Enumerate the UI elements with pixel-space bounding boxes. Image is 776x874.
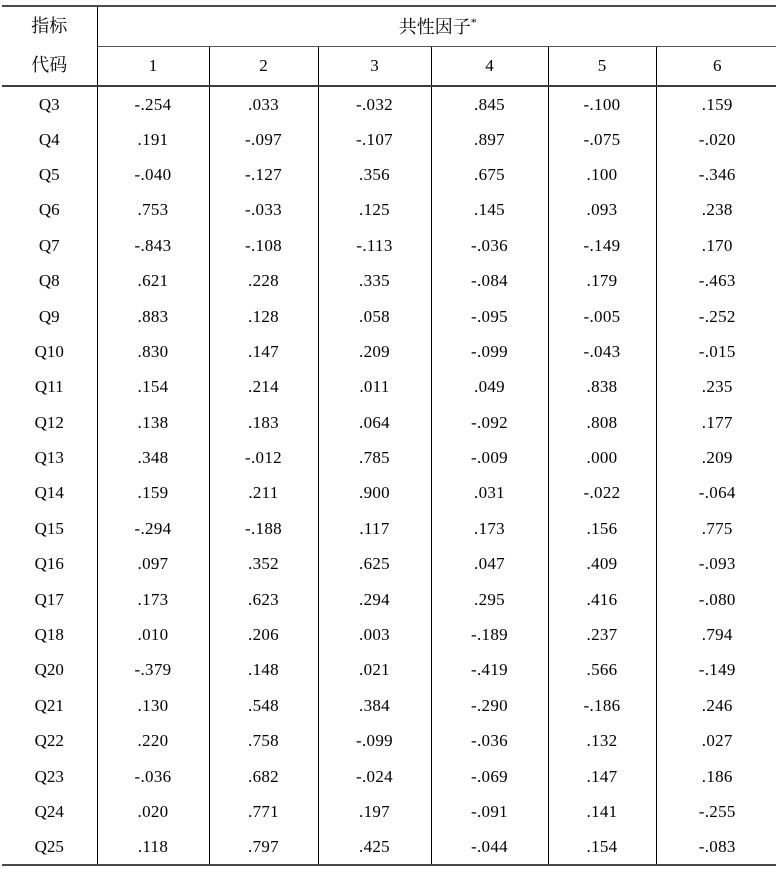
factor-loading-table — [2, 5, 776, 866]
loading-value-cell: .235 — [656, 369, 776, 404]
loading-value-cell: .348 — [97, 440, 209, 475]
table-row — [2, 440, 776, 475]
loading-value-cell: .179 — [548, 263, 656, 298]
loading-value-cell: .033 — [209, 86, 318, 121]
loading-value-cell: -.294 — [97, 511, 209, 546]
table-row — [2, 511, 776, 546]
indicator-code-header — [2, 6, 97, 86]
loading-value-cell: -.099 — [318, 723, 431, 758]
loading-value-cell: .027 — [656, 723, 776, 758]
loading-value-cell: .295 — [431, 581, 548, 616]
row-code-cell: Q5 — [38, 164, 60, 184]
loading-value-cell: .220 — [97, 723, 209, 758]
loading-value-cell: .177 — [656, 405, 776, 440]
loading-value-cell: .021 — [318, 652, 431, 687]
loading-value-cell: -.075 — [548, 121, 656, 156]
loading-value-cell: .797 — [209, 829, 318, 864]
loading-value-cell: -.033 — [209, 192, 318, 227]
loading-value-cell: .206 — [209, 617, 318, 652]
loading-value-cell: .147 — [209, 334, 318, 369]
loading-value-cell: -.099 — [431, 334, 548, 369]
loading-value-cell: -.186 — [548, 688, 656, 723]
loading-value-cell: .183 — [209, 405, 318, 440]
indicator-code-header-line1: 指标 — [31, 16, 68, 36]
loading-value-cell: .130 — [97, 688, 209, 723]
loading-value-cell: .047 — [431, 546, 548, 581]
loading-value-cell: -.043 — [548, 334, 656, 369]
loading-value-cell: -.843 — [97, 228, 209, 263]
loading-value-cell: .020 — [97, 794, 209, 829]
loading-value-cell: -.005 — [548, 298, 656, 333]
loading-value-cell: .356 — [318, 157, 431, 192]
row-code-cell: Q23 — [34, 766, 64, 786]
loading-value-cell: .156 — [548, 511, 656, 546]
loading-value-cell: .625 — [318, 546, 431, 581]
table-row — [2, 405, 776, 440]
loading-value-cell: -.346 — [656, 157, 776, 192]
loading-value-cell: .808 — [548, 405, 656, 440]
loading-value-cell: .118 — [97, 829, 209, 864]
loading-value-cell: -.040 — [97, 157, 209, 192]
loading-value-cell: .209 — [318, 334, 431, 369]
loading-value-cell: .794 — [656, 617, 776, 652]
loading-value-cell: .058 — [318, 298, 431, 333]
loading-value-cell: .209 — [656, 440, 776, 475]
row-code-cell: Q11 — [34, 377, 64, 397]
loading-value-cell: .173 — [431, 511, 548, 546]
row-code-cell: Q12 — [34, 412, 64, 432]
loading-value-cell: -.113 — [318, 228, 431, 263]
loading-value-cell: .838 — [548, 369, 656, 404]
loading-value-cell: .159 — [97, 475, 209, 510]
loading-value-cell: .064 — [318, 405, 431, 440]
table-row — [2, 369, 776, 404]
loading-value-cell: -.255 — [656, 794, 776, 829]
table-row — [2, 192, 776, 227]
loading-value-cell: .771 — [209, 794, 318, 829]
loading-value-cell: .154 — [548, 829, 656, 864]
loading-value-cell: .897 — [431, 121, 548, 156]
row-code-cell: Q8 — [38, 271, 60, 291]
factor-column-header: 6 — [656, 46, 776, 86]
loading-value-cell: -.091 — [431, 794, 548, 829]
loading-value-cell: .621 — [97, 263, 209, 298]
loading-value-cell: .154 — [97, 369, 209, 404]
loading-value-cell: .352 — [209, 546, 318, 581]
loading-value-cell: -.127 — [209, 157, 318, 192]
loading-value-cell: .214 — [209, 369, 318, 404]
loading-value-cell: .753 — [97, 192, 209, 227]
row-code-cell: Q15 — [34, 518, 64, 538]
loading-value-cell: -.036 — [431, 723, 548, 758]
loading-value-cell: -.032 — [318, 86, 431, 121]
table-row — [2, 298, 776, 333]
loading-value-cell: .147 — [548, 758, 656, 793]
table-row — [2, 617, 776, 652]
loading-value-cell: .228 — [209, 263, 318, 298]
row-code-cell: Q16 — [34, 554, 64, 574]
loading-value-cell: .159 — [656, 86, 776, 121]
loading-value-cell: -.463 — [656, 263, 776, 298]
loading-value-cell: .682 — [209, 758, 318, 793]
loading-value-cell: -.419 — [431, 652, 548, 687]
row-code-cell: Q18 — [34, 625, 64, 645]
table-row — [2, 758, 776, 793]
loading-value-cell: -.012 — [209, 440, 318, 475]
factor-column-header: 2 — [209, 46, 318, 86]
loading-value-cell: -.149 — [656, 652, 776, 687]
loading-value-cell: -.095 — [431, 298, 548, 333]
factor-header-row — [2, 46, 776, 86]
row-code-cell: Q7 — [38, 235, 60, 255]
table-row — [2, 723, 776, 758]
row-code-cell: Q6 — [38, 200, 60, 220]
table-row — [2, 652, 776, 687]
table-row — [2, 581, 776, 616]
loading-value-cell: -.084 — [431, 263, 548, 298]
row-code-cell: Q10 — [34, 341, 64, 361]
loading-value-cell: -.024 — [318, 758, 431, 793]
loading-value-cell: .211 — [209, 475, 318, 510]
factor-column-header: 4 — [431, 46, 548, 86]
common-factor-header — [97, 6, 776, 46]
table-row — [2, 546, 776, 581]
loading-value-cell: .003 — [318, 617, 431, 652]
loading-value-cell: .758 — [209, 723, 318, 758]
table-header — [2, 6, 776, 86]
loading-value-cell: .566 — [548, 652, 656, 687]
loading-value-cell: -.252 — [656, 298, 776, 333]
table-row — [2, 263, 776, 298]
loading-value-cell: .138 — [97, 405, 209, 440]
loading-value-cell: -.069 — [431, 758, 548, 793]
loading-value-cell: -.100 — [548, 86, 656, 121]
loading-value-cell: .335 — [318, 263, 431, 298]
row-code-cell: Q17 — [34, 589, 64, 609]
loading-value-cell: -.092 — [431, 405, 548, 440]
loading-value-cell: .093 — [548, 192, 656, 227]
loading-value-cell: .623 — [209, 581, 318, 616]
loading-value-cell: -.188 — [209, 511, 318, 546]
loading-value-cell: .294 — [318, 581, 431, 616]
row-code-cell: Q14 — [34, 483, 64, 503]
row-code-cell: Q20 — [34, 660, 64, 680]
loading-value-cell: .384 — [318, 688, 431, 723]
row-code-cell: Q3 — [38, 94, 60, 114]
loading-value-cell: .031 — [431, 475, 548, 510]
loading-value-cell: -.379 — [97, 652, 209, 687]
loading-value-cell: -.015 — [656, 334, 776, 369]
loading-value-cell: .409 — [548, 546, 656, 581]
loading-value-cell: -.093 — [656, 546, 776, 581]
table-row — [2, 228, 776, 263]
row-code-cell: Q4 — [38, 129, 60, 149]
row-code-cell: Q13 — [34, 448, 64, 468]
loading-value-cell: .173 — [97, 581, 209, 616]
loading-value-cell: .191 — [97, 121, 209, 156]
row-code-cell: Q9 — [38, 306, 60, 326]
row-code-cell: Q25 — [34, 836, 64, 856]
loading-value-cell: .238 — [656, 192, 776, 227]
loading-value-cell: .845 — [431, 86, 548, 121]
loading-value-cell: .775 — [656, 511, 776, 546]
loading-value-cell: -.009 — [431, 440, 548, 475]
loading-value-cell: -.044 — [431, 829, 548, 864]
span-header-row — [2, 6, 776, 46]
loading-value-cell: .170 — [656, 228, 776, 263]
table-row — [2, 157, 776, 192]
loading-value-cell: .675 — [431, 157, 548, 192]
table-row — [2, 121, 776, 156]
factor-column-header: 1 — [97, 46, 209, 86]
loading-value-cell: -.083 — [656, 829, 776, 864]
loading-value-cell: -.149 — [548, 228, 656, 263]
table-row — [2, 334, 776, 369]
table-row — [2, 829, 776, 864]
loading-value-cell: .117 — [318, 511, 431, 546]
loading-value-cell: .100 — [548, 157, 656, 192]
footnote-asterisk: * — [470, 15, 477, 30]
loading-value-cell: .186 — [656, 758, 776, 793]
loading-value-cell: .125 — [318, 192, 431, 227]
loading-value-cell: .010 — [97, 617, 209, 652]
loading-value-cell: .197 — [318, 794, 431, 829]
factor-column-header: 5 — [548, 46, 656, 86]
loading-value-cell: .141 — [548, 794, 656, 829]
row-code-cell: Q22 — [34, 731, 64, 751]
loading-value-cell: .148 — [209, 652, 318, 687]
loading-value-cell: .548 — [209, 688, 318, 723]
loading-value-cell: .246 — [656, 688, 776, 723]
loading-value-cell: .425 — [318, 829, 431, 864]
loading-value-cell: -.097 — [209, 121, 318, 156]
loading-value-cell: -.108 — [209, 228, 318, 263]
row-code-cell: Q24 — [34, 802, 64, 821]
row-code-cell: Q21 — [34, 695, 64, 715]
loading-value-cell: -.036 — [97, 758, 209, 793]
loading-value-cell: .883 — [97, 298, 209, 333]
loading-value-cell: .000 — [548, 440, 656, 475]
loading-value-cell: .900 — [318, 475, 431, 510]
loading-value-cell: .830 — [97, 334, 209, 369]
table-body — [2, 86, 776, 865]
table-row — [2, 688, 776, 723]
loading-value-cell: -.189 — [431, 617, 548, 652]
loading-value-cell: -.036 — [431, 228, 548, 263]
loading-value-cell: -.080 — [656, 581, 776, 616]
loading-value-cell: -.020 — [656, 121, 776, 156]
loading-value-cell: .785 — [318, 440, 431, 475]
loading-value-cell: .049 — [431, 369, 548, 404]
loading-value-cell: .145 — [431, 192, 548, 227]
table-row — [2, 475, 776, 510]
loading-value-cell: -.064 — [656, 475, 776, 510]
loading-value-cell: -.254 — [97, 86, 209, 121]
loading-value-cell: .128 — [209, 298, 318, 333]
loading-value-cell: .416 — [548, 581, 656, 616]
loading-value-cell: -.022 — [548, 475, 656, 510]
indicator-code-header-line2: 代码 — [31, 55, 68, 75]
loading-value-cell: .097 — [97, 546, 209, 581]
loading-value-cell: .132 — [548, 723, 656, 758]
loading-value-cell: -.107 — [318, 121, 431, 156]
factor-column-header: 3 — [318, 46, 431, 86]
table-row — [2, 794, 776, 829]
loading-value-cell: .011 — [318, 369, 431, 404]
table-row — [2, 86, 776, 121]
loading-value-cell: .237 — [548, 617, 656, 652]
loading-value-cell: -.290 — [431, 688, 548, 723]
common-factor-header-text: 共性因子 — [398, 17, 471, 38]
